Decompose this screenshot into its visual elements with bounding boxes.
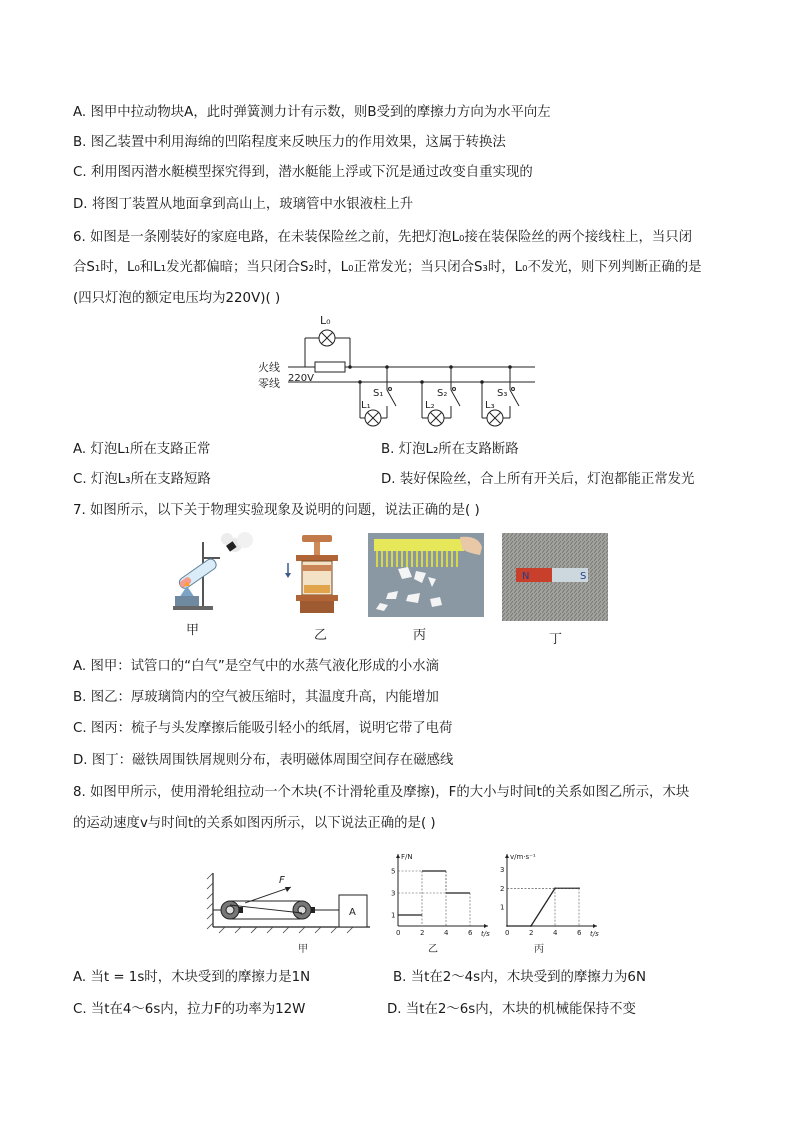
q8-stem-line-2: 的运动速度v与时间t的关系如图丙所示，以下说法正确的是( ) [73, 816, 436, 831]
voltage-label: 220V [288, 373, 314, 384]
q6-circuit-figure [250, 310, 550, 435]
q7-caption-bing: 丙 [413, 628, 427, 643]
lamp-l2-label: L₂ [425, 400, 435, 411]
velocity-line [507, 888, 579, 926]
q5-option-c: C. 利用图丙潜水艇模型探究得到，潜水艇能上浮或下沉是通过改变自重实现的 [73, 165, 533, 180]
q6-option-d: D. 装好保险丝，合上所有开关后，灯泡都能正常发光 [381, 472, 695, 487]
x-tick-label: 0 [505, 929, 510, 937]
x-tick-label: 4 [553, 929, 558, 937]
q5-option-b: B. 图乙装置中利用海绵的凹陷程度来反映压力的作用效果，这属于转换法 [73, 135, 506, 150]
x-tick-label: 2 [529, 929, 534, 937]
lamp-l1-label: L₁ [361, 400, 371, 411]
y-tick-label: 1 [500, 903, 505, 912]
q7-caption-ding: 丁 [549, 632, 563, 647]
q8-caption-yi: 乙 [428, 944, 438, 955]
q7-option-a: A. 图甲：试管口的“白气”是空气中的水蒸气液化形成的小水滴 [73, 659, 440, 674]
velocity-point [506, 925, 508, 927]
switch-s3-label: S₃ [497, 388, 508, 399]
q6-option-b: B. 灯泡L₂所在支路断路 [381, 442, 519, 457]
q7-option-c: C. 图丙：梳子与头发摩擦后能吸引轻小的纸屑，说明它带了电荷 [73, 721, 453, 736]
q7-option-b: B. 图乙：厚玻璃筒内的空气被压缩时，其温度升高，内能增加 [73, 690, 439, 705]
velocity-point [530, 925, 532, 927]
q7-caption-yi: 乙 [314, 628, 328, 643]
x-axis-arrow [593, 924, 597, 928]
q8-option-c: C. 当t在4～6s内，拉力F的功率为12W [73, 1002, 306, 1017]
q6-stem-line-2: 合S₁时，L₀和L₁发光都偏暗；当只闭合S₂时，L₀正常发光；当只闭合S₃时，L₀不发光，则下列判断正确的是 [73, 260, 702, 275]
q6-option-c: C. 灯泡L₃所在支路短路 [73, 472, 211, 487]
q6-stem-line-1: 6. 如图是一条刚装好的家庭电路，在未装保险丝之前，先把灯泡L₀接在装保险丝的两个接线柱上，当只闭 [73, 230, 693, 245]
q5-option-d: D. 将图丁装置从地面拿到高山上，玻璃管中水银液柱上升 [73, 197, 414, 212]
q5-option-a: A. 图甲中拉动物块A，此时弹簧测力计有示数，则B受到的摩擦力方向为水平向左 [73, 105, 551, 120]
x-tick-label: 0 [396, 929, 401, 937]
y-axis-label: F/N [401, 853, 413, 861]
q8-caption-jia: 甲 [298, 944, 308, 955]
q7-option-d: D. 图丁：磁铁周围铁屑规则分布，表明磁体周围空间存在磁感线 [73, 753, 454, 768]
x-tick-label: 6 [577, 929, 582, 937]
live-wire-label: 火线 [258, 361, 280, 374]
y-tick-label: 2 [500, 884, 505, 893]
x-axis-arrow [484, 924, 488, 928]
q8-caption-bing: 丙 [534, 944, 544, 955]
x-axis-label: t/s [590, 930, 599, 938]
neutral-wire-label: 零线 [258, 377, 280, 390]
lamp-l0-label: L₀ [320, 314, 331, 327]
q8-chart-velocity-time [493, 848, 608, 938]
q6-option-a: A. 灯泡L₁所在支路正常 [73, 442, 211, 457]
switch-s2-label: S₂ [437, 388, 448, 399]
q7-caption-jia: 甲 [186, 623, 200, 638]
y-axis-arrow [505, 854, 509, 858]
x-tick-label: 6 [468, 929, 473, 937]
q7-fig-bing-comb-photo [368, 533, 484, 617]
y-axis-label: v/m·s⁻¹ [510, 853, 536, 861]
q7-fig-yi-compression-cylinder [280, 533, 345, 615]
q8-stem-line-1: 8. 如图甲所示，使用滑轮组拉动一个木块(不计滑轮重及摩擦)，F的大小与时间t的关系如图乙所示，木块 [73, 785, 690, 800]
magnet-s-label: S [580, 571, 587, 582]
x-tick-label: 4 [444, 929, 449, 937]
q8-option-d: D. 当t在2～6s内，木块的机械能保持不变 [387, 1002, 636, 1017]
block-a-label: A [349, 907, 356, 918]
q7-stem: 7. 如图所示，以下关于物理实验现象及说明的问题，说法正确的是( ) [73, 503, 480, 518]
y-tick-label: 5 [391, 867, 396, 876]
y-tick-label: 1 [391, 911, 396, 920]
q8-fig-jia-pulley [205, 865, 375, 940]
q8-option-a: A. 当t = 1s时，木块受到的摩擦力是1N [73, 970, 311, 985]
q7-fig-ding-magnet-photo [502, 533, 608, 621]
q8-chart-force-time [384, 848, 499, 938]
q7-fig-jia-test-tube [165, 530, 260, 615]
magnet-n-label: N [522, 571, 530, 582]
force-f-label: F [279, 875, 285, 886]
lamp-l3-label: L₃ [485, 400, 495, 411]
q6-stem-line-3: (四只灯泡的额定电压均为220V)( ) [73, 291, 281, 306]
x-axis-label: t/s [481, 930, 490, 938]
x-tick-label: 2 [420, 929, 425, 937]
switch-s1-label: S₁ [373, 388, 384, 399]
q8-option-b: B. 当t在2～4s内，木块受到的摩擦力为6N [393, 970, 646, 985]
y-tick-label: 3 [391, 889, 396, 898]
y-tick-label: 3 [500, 865, 505, 874]
y-axis-arrow [396, 854, 400, 858]
